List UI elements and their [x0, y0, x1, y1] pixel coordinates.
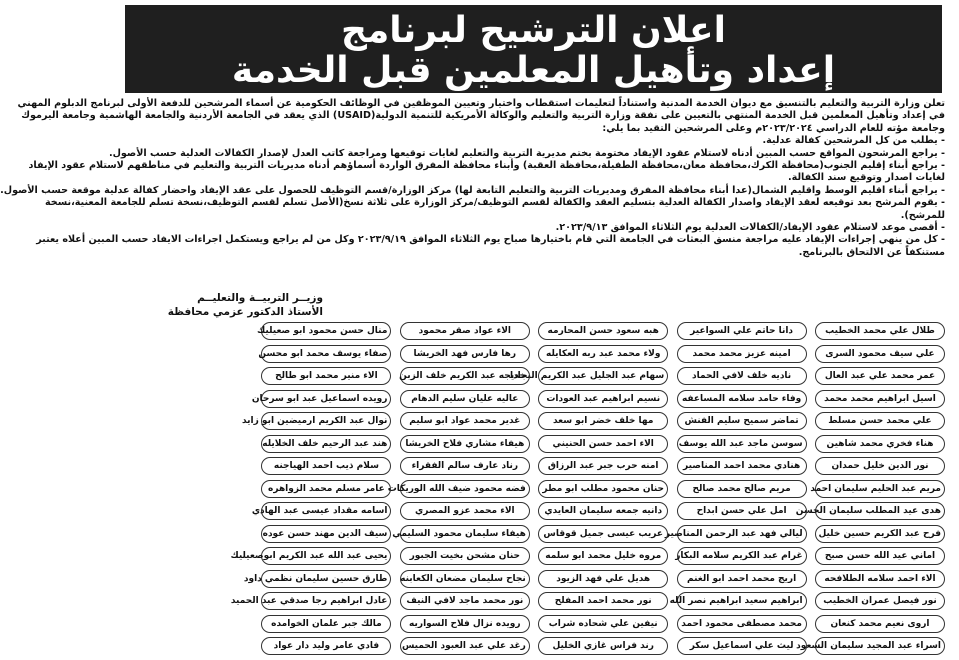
candidate-name: مالك جبر علمان الخوامده [261, 615, 391, 633]
candidate-name: تماضر سميح سليم الفنش [677, 412, 807, 430]
intro-line: للمرشح). [900, 209, 945, 221]
candidate-name: نور محمد ماجد لافي النيف [400, 592, 530, 610]
candidate-name: محمد مصطفى محمود احمد [677, 615, 807, 633]
candidate-name: هدى عيد المطلب سليمان الحسن [815, 502, 945, 520]
minister-title: وزيــر التربيــة والتعليــم [197, 292, 323, 304]
candidate-name: غرام عبد الكريم سلامه البكار [677, 547, 807, 565]
candidate-name: الاء محمد عزو المصري [400, 502, 530, 520]
candidate-name: نوال عبد الكريم ارميضين ابو زايد [261, 412, 391, 430]
intro-line: في إعداد وتأهيل المعلمين قبل الخدمة المنتهي بالتعيين على نفقة وزارة التربية والتعليم والوكالة الأمريكية للتنمية الدولية(USAID) الذي يعقد في الجامعة الأردنية والجامعة الهاشمية وجامعة اليرموك [21, 110, 945, 122]
candidate-name: الاء عواد صقر محمود [400, 322, 530, 340]
candidate-name: مها خلف خضر ابو سعد [538, 412, 668, 430]
signature-block [123, 291, 323, 319]
candidate-name: رويده نزال فلاح السواريه [400, 615, 530, 633]
candidate-name: امينه عزيز محمد محمد [677, 345, 807, 363]
candidate-name: نور الدين خليل حمدان [815, 457, 945, 475]
intro-line: تعلن وزارة التربية والتعليم بالتنسيق مع ديوان الخدمة المدنية واستناداً لتعليمات استقطاب واختيار وتعيين الموظفين في الوظائف الحكومية عن أسماء المرشحين للدفعة الأولى لبرنامج الدبلوم المهني [17, 98, 945, 109]
candidate-name: مروه خليل محمد ابو سلمه [538, 547, 668, 565]
candidate-name: عادل ابراهيم رجا صدقي عبد الحميد [261, 592, 391, 610]
candidate-name: طلال علي محمد الخطيب [815, 322, 945, 340]
intro-line: - يراجع أبناء إقليم الجنوب(محافظة الكرك،محافظة معان،محافظة الطفيلة،محافظة العقبة) وأبناء محافظة المفرق الواردة أسماؤهم أدناه مديريات التربية والتعليم في مناطقهم لاستلام عقود الإيفاد [28, 160, 945, 172]
candidate-name: عاليه عليان سليم الدهام [400, 390, 530, 408]
intro-line: - يقوم المرشح بعد توقيعه لعقد الإيفاد واصدار الكفالة العدلية بتسليم العقد والكفالة لقسم التوظيف/مركز الوزارة على ثلاثة نسخ(الأصل تسلم لقسم التوظيف،نسخة تسلم للجامعة المعنية،نسخة [44, 197, 945, 209]
candidate-name: الاء احمد سلامه الطلافحه [815, 570, 945, 588]
names-column [230, 322, 391, 660]
candidate-name: اسامه مقداد عيسى عبد الهادي [261, 502, 391, 520]
candidate-name: سهام عبد الجليل عبد الكريم النجادا [538, 367, 668, 385]
candidate-name: غدير محمد عواد ابو سليم [400, 412, 530, 430]
candidate-name: علي محمد حسن مسلط [815, 412, 945, 430]
candidate-name: اسيل ابراهيم محمد محمد [815, 390, 945, 408]
candidate-name: اماني عيد الله حسن صبح [815, 547, 945, 565]
candidate-name: ناديه خلف لافي الحماد [677, 367, 807, 385]
candidate-name: رويده اسماعيل عبد ابو سرحان [261, 390, 391, 408]
minister-name: الأستاذ الدكتور عزمي محافظة [167, 306, 323, 318]
names-column [795, 322, 945, 660]
candidate-name: علي سيف محمود السرى [815, 345, 945, 363]
intro-line: لغايات اصدار وتوقيع سند الكفالة. [787, 172, 945, 184]
candidate-name: فادي عامر وليد دار عواد [261, 637, 391, 655]
candidate-name: عريب عيسى جميل قوقاس [538, 525, 668, 543]
title-line-2: إعداد وتأهيل المعلمين قبل الخدمة [231, 50, 836, 91]
intro-line: مستنكفاً عن الالتحاق بالبرنامج. [798, 246, 945, 258]
candidate-name: نور فيصل عمران الخطيب [815, 592, 945, 610]
candidate-name: حنان محمود مطلب ابو مطر [538, 480, 668, 498]
candidate-name: هنادي محمد احمد المناصير [677, 457, 807, 475]
candidate-name: نسيم ابراهيم عبد العودات [538, 390, 668, 408]
candidate-name: امل علي حسن ابداح [677, 502, 807, 520]
intro-line: - كل من ينهي إجراءات الإيفاد عليه مراجعة منسق البعثات في الجامعة التي قام باختيارها صباح يوم الثلاثاء الموافق ٢٠٢٣/٩/١٩ وكل من لم يراجع ويستكمل اجراءات الايفاد حسب المبين أعلاه يعتبر [36, 234, 945, 246]
title-line-1: اعلان الترشيح لبرنامج [341, 10, 726, 51]
candidate-name: نيفين علي شحاده شراب [538, 615, 668, 633]
candidate-name: ليث علي اسماعيل سكر [677, 637, 807, 655]
candidate-name: ليالي فهد عبد الرحمن المناصير [677, 525, 807, 543]
intro-line: - أقصى موعد لاستلام عقود الإيفاد/الكفالات العدلية يوم الثلاثاء الموافق ٢٠٢٣/٩/١٣. [555, 222, 945, 234]
candidate-name: اروى نعيم محمد كنعان [815, 615, 945, 633]
title-banner [125, 5, 942, 93]
candidate-name: سلام ذيب احمد الهياجنه [261, 457, 391, 475]
candidate-name: سيف الدين مهند حسن عوده [261, 525, 391, 543]
intro-line: وجامعة مؤته للعام الدراسي ٢٠٢٣/٢٠٢٤م وعلى المرشحين التقيد بما يلي: [602, 122, 945, 134]
candidate-name: نور محمد احمد المفلح [538, 592, 668, 610]
candidate-name: هبه سعود حسن المحارمه [538, 322, 668, 340]
candidate-name: خديجه عبد الكريم خلف الزبن [400, 367, 530, 385]
candidate-name: هناء فخري محمد شاهين [815, 435, 945, 453]
candidate-name: الاء منير محمد ابو طالح [261, 367, 391, 385]
candidate-name: رناد عارف سالم الفقراء [400, 457, 530, 475]
candidate-name: ولاء محمد عبد ربه العكايله [538, 345, 668, 363]
candidate-name: هند عبد الرحيم خلف الخلايله [261, 435, 391, 453]
candidate-name: فضه محمود ضيف الله الوريكات [400, 480, 530, 498]
candidate-name: ابراهيم سعيد ابراهيم نصر الله [677, 592, 807, 610]
candidate-name: هيفاء مشاري فلاح الخريشا [400, 435, 530, 453]
candidate-name: دانيه جمعه سليمان العايدي [538, 502, 668, 520]
candidate-name: اسراء عبد المجيد سليمان السعود [815, 637, 945, 655]
candidate-name: اريج محمد احمد ابو الغنم [677, 570, 807, 588]
announcement-body [0, 98, 945, 259]
candidate-name: الاء احمد حسن الحنيني [538, 435, 668, 453]
candidate-name: سوسن ماجد عبد الله يوسف [677, 435, 807, 453]
candidate-name: مريم صالح محمد صالح [677, 480, 807, 498]
candidate-name: طارق حسين سليمان نظمي داود [261, 570, 391, 588]
candidate-name: رند فراس غازي الخليل [538, 637, 668, 655]
names-column [509, 322, 668, 660]
candidate-name: فرح عبد الكريم حسين خليل [815, 525, 945, 543]
candidate-name: رغد علي عبد العبود الحميس [400, 637, 530, 655]
intro-line: - يراجع أبناء اقليم الوسط واقليم الشمال(عدا أبناء محافظة المفرق ومديريات التربية والتعليم التابعة لها) مركز الوزارة/قسم التوظيف للحصول على عقد الإيفاد واحضار كفالة عدلية موقعة حسب الأصول. [0, 184, 945, 196]
candidate-name: صفاء يوسف محمد ابو محسن [261, 345, 391, 363]
names-column [664, 322, 807, 660]
candidate-name: يحيى عبد الله عبد الكريم ابوصعيليك [261, 547, 391, 565]
candidate-name: منال حسن محمود ابو صعيليك [261, 322, 391, 340]
candidate-name: مريم عبد الحليم سليمان احمد [815, 480, 945, 498]
candidate-name: حنان مشحن بخيت الجبور [400, 547, 530, 565]
intro-line: - يطلب من كل المرشحين كفالة عدلية. [762, 135, 945, 147]
candidate-name: وفاء حامد سلامه المساعفه [677, 390, 807, 408]
candidate-name: رها فارس فهد الخريشا [400, 345, 530, 363]
candidate-name: هديل علي فهد الزيود [538, 570, 668, 588]
intro-line: - يراجع المرشحون المواقع حسب المبين أدناه لاستلام عقود الإيفاد مختومة بختم مديرية التربية والتعليم لغايات توقيعها ومراجعة كاتب العدل لإصدار الكفالات العدلية حسب الأصول. [108, 147, 945, 159]
candidate-name: عمر محمد علي عبد العال [815, 367, 945, 385]
candidate-name: امنه حرب جبر عبد الرزاق [538, 457, 668, 475]
candidate-name: هيفاء سليمان محمود السليمي [400, 525, 530, 543]
candidates-names-grid [123, 322, 945, 651]
candidate-name: عامر مسلم محمد الزواهره [261, 480, 391, 498]
names-column [387, 322, 530, 660]
candidate-name: دانا حاتم علي السواعير [677, 322, 807, 340]
candidate-name: نجاح سليمان مضعان الكعابنه [400, 570, 530, 588]
